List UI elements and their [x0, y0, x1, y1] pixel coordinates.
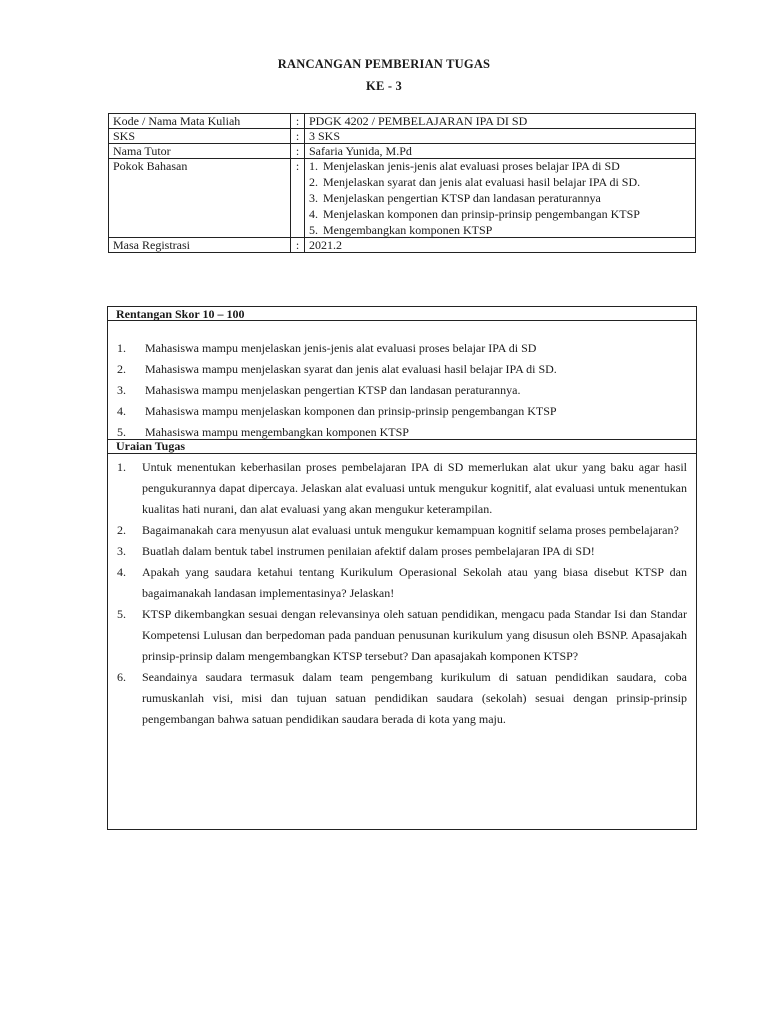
objective-item	[117, 383, 687, 397]
item-number: 5.	[309, 223, 318, 237]
item-number: 2.	[117, 362, 126, 376]
item-number: 5.	[117, 425, 126, 439]
info-label: SKS	[109, 129, 291, 144]
info-row-course	[109, 114, 696, 129]
item-text: Mahasiswa mampu mengembangkan komponen KTSP	[145, 425, 409, 439]
list-item	[309, 175, 691, 191]
task-item	[117, 457, 687, 520]
item-number: 2.	[309, 175, 318, 189]
course-info-table	[108, 113, 696, 253]
task-item	[117, 562, 687, 604]
info-colon: :	[291, 129, 305, 144]
info-value: Safaria Yunida, M.Pd	[305, 144, 696, 159]
task-item	[117, 604, 687, 667]
item-text: KTSP dikembangkan sesuai dengan relevansinya oleh satuan pendidikan, mengacu pada Standar Isi dan Standar Kompetensi Lulusan dan berpedoman pada panduan penusunan kurikulum yang disusun oleh BSNP. Apasajakah prinsip-prinsip dalam mengembangkan KTSP tersebut? Dan apasajakah komponen KTSP?	[142, 607, 687, 663]
item-number: 1.	[117, 460, 126, 474]
info-colon: :	[291, 238, 305, 253]
item-text: Mahasiswa mampu menjelaskan pengertian KTSP dan landasan peraturannya.	[145, 383, 521, 397]
info-row-sks	[109, 129, 696, 144]
item-number: 5.	[117, 607, 126, 621]
document-title: RANCANGAN PEMBERIAN TUGAS	[277, 57, 491, 71]
task-item	[117, 541, 687, 562]
item-text: Mahasiswa mampu menjelaskan syarat dan jenis alat evaluasi hasil belajar IPA di SD.	[145, 362, 557, 376]
item-number: 3.	[309, 191, 318, 205]
item-number: 6.	[117, 670, 126, 684]
info-value: 2021.2	[305, 238, 696, 253]
list-item	[309, 191, 691, 207]
task-item	[117, 667, 687, 730]
item-text: Apakah yang saudara ketahui tentang Kurikulum Operasional Sekolah atau yang biasa disebut KTSP dan bagaimanakah landasan implementasinya? Jelaskan!	[142, 565, 687, 600]
item-number: 4.	[117, 404, 126, 418]
item-number: 4.	[117, 565, 126, 579]
info-value: PDGK 4202 / PEMBELAJARAN IPA DI SD	[305, 114, 696, 129]
document-subtitle: KE - 3	[366, 79, 402, 93]
pokok-bahasan-list	[309, 159, 691, 237]
item-text: Menjelaskan komponen dan prinsip-prinsip pengembangan KTSP	[323, 207, 640, 221]
score-range-heading: Rentangan Skor 10 – 100	[108, 307, 696, 321]
task-box	[107, 306, 697, 830]
task-description-heading: Uraian Tugas	[108, 439, 696, 454]
item-text: Mahasiswa mampu menjelaskan jenis-jenis alat evaluasi proses belajar IPA di SD	[145, 341, 537, 355]
item-number: 3.	[117, 383, 126, 397]
info-row-registration	[109, 238, 696, 253]
info-value: 3 SKS	[305, 129, 696, 144]
info-row-tutor	[109, 144, 696, 159]
list-item	[309, 223, 691, 237]
info-row-pokok-bahasan	[109, 159, 696, 238]
item-text: Mengembangkan komponen KTSP	[323, 223, 493, 237]
item-text: Menjelaskan jenis-jenis alat evaluasi proses belajar IPA di SD	[323, 159, 620, 173]
objective-item	[117, 362, 687, 376]
info-label: Kode / Nama Mata Kuliah	[109, 114, 291, 129]
item-number: 1.	[117, 341, 126, 355]
task-item	[117, 520, 687, 541]
info-label: Masa Registrasi	[109, 238, 291, 253]
info-colon: :	[291, 114, 305, 129]
info-label: Nama Tutor	[109, 144, 291, 159]
item-text: Seandainya saudara termasuk dalam team pengembang kurikulum di satuan pendidikan saudara, coba rumuskanlah visi, misi dan tujuan satuan pendidikan saudara (sekolah) sesuai dengan prinsip-prinsip pengembangan bahwa satuan pendidikan saudara berada di kota yang maju.	[142, 670, 687, 726]
item-number: 1.	[309, 159, 318, 173]
item-text: Mahasiswa mampu menjelaskan komponen dan prinsip-prinsip pengembangan KTSP	[145, 404, 557, 418]
list-item	[309, 207, 691, 223]
item-number: 2.	[117, 523, 126, 537]
item-text: Menjelaskan syarat dan jenis alat evaluasi hasil belajar IPA di SD.	[323, 175, 641, 189]
item-text: Bagaimanakah cara menyusun alat evaluasi untuk mengukur kemampuan kognitif selama proses pembelajaran?	[142, 523, 679, 537]
info-label: Pokok Bahasan	[109, 159, 291, 238]
info-colon: :	[291, 159, 305, 238]
pokok-bahasan-cell	[305, 159, 696, 238]
task-list	[117, 457, 687, 730]
item-text: Buatlah dalam bentuk tabel instrumen penilaian afektif dalam proses pembelajaran IPA di SD!	[142, 544, 595, 558]
item-number: 4.	[309, 207, 318, 221]
list-item	[309, 159, 691, 175]
info-colon: :	[291, 144, 305, 159]
item-text: Menjelaskan pengertian KTSP dan landasan peraturannya	[323, 191, 601, 205]
item-text: Untuk menentukan keberhasilan proses pembelajaran IPA di SD memerlukan alat ukur yang baku agar hasil pengukurannya dapat dipercaya. Jelaskan alat evaluasi untuk mengukur kognitif, alat evaluasi untuk menentukan kualitas hati nurani, dan alat evaluasi yang akan mengukur keterampilan.	[142, 460, 687, 516]
item-number: 3.	[117, 544, 126, 558]
objective-item	[117, 404, 687, 418]
objective-item	[117, 341, 687, 355]
objective-item	[117, 425, 687, 439]
